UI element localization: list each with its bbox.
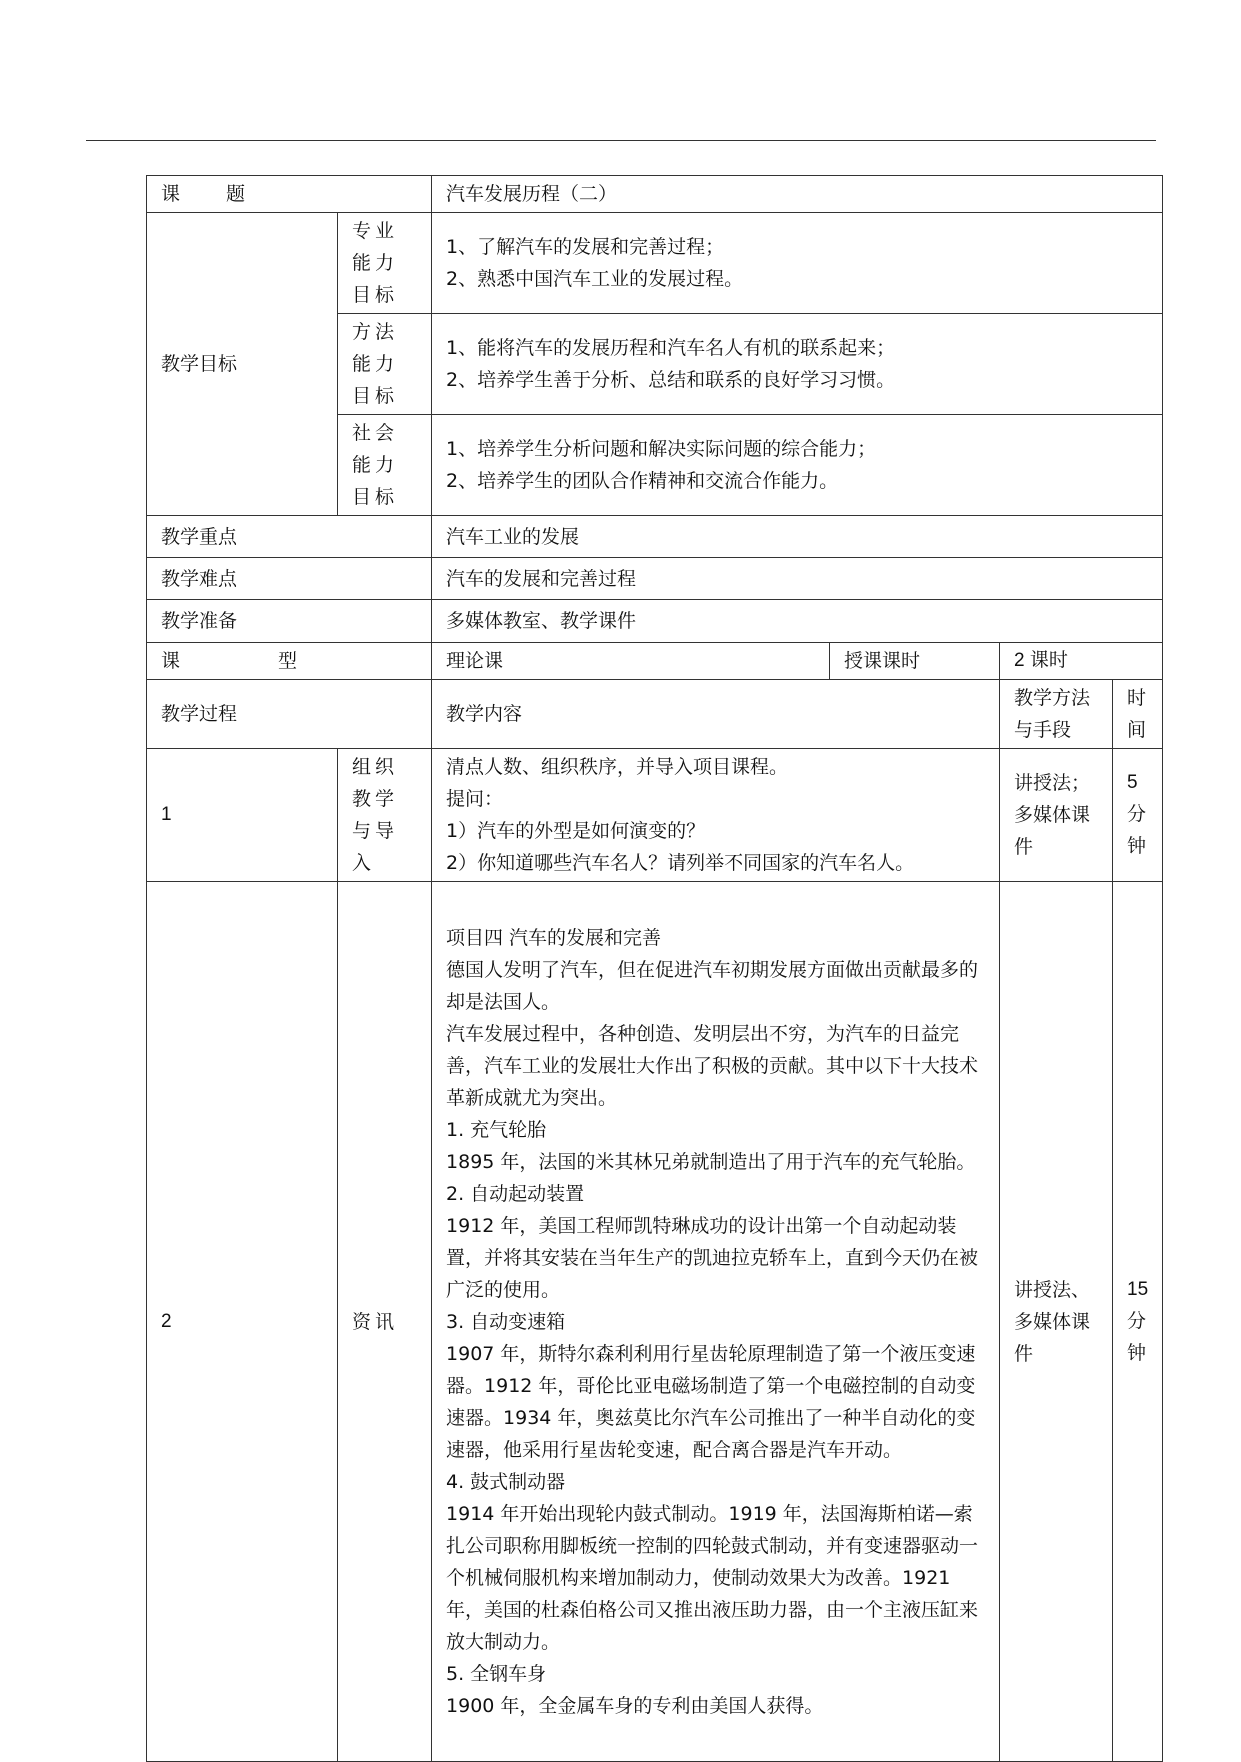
key-point-row	[147, 516, 1163, 558]
content-paragraph: 1912 年，美国工程师凯特琳成功的设计出第一个自动起动装置，并将其安装在当年生产的凯迪拉克轿车上，直到今天仍在被广泛的使用。	[446, 1214, 979, 1301]
objective-item: 2、熟悉中国汽车工业的发展过程。	[446, 268, 744, 290]
content-paragraph: 1914 年开始出现轮内鼓式制动。1919 年，法国海斯柏诺—索扎公司职称用脚板统一控制的四轮鼓式制动，并有变速器驱动一个机械伺服机构来增加制动力，使制动效果大为改善。1921 年，美国的杜森伯格公司又推出液压助力器，由一个主液压缸来放大制动力。	[446, 1502, 979, 1653]
content-paragraph: 清点人数、组织秩序，并导入项目课程。	[446, 756, 789, 778]
step-stage: 资讯	[338, 882, 432, 1762]
process-header-row	[147, 680, 1163, 749]
key-point-label: 教学重点	[147, 516, 432, 558]
objective-group-label: 社会能力目标	[338, 415, 432, 516]
content-paragraph: 3. 自动变速箱	[446, 1310, 566, 1333]
header-rule	[86, 140, 1156, 141]
step-number: 1	[147, 749, 338, 882]
step-content	[432, 882, 1000, 1762]
content-paragraph: 1895 年，法国的米其林兄弟就制造出了用于汽车的充气轮胎。	[446, 1150, 976, 1173]
preparation-label: 教学准备	[147, 600, 432, 643]
content-paragraph: 1900 年，全金属车身的专利由美国人获得。	[446, 1694, 824, 1717]
objective-row-professional	[147, 213, 1163, 314]
content-paragraph: 2. 自动起动装置	[446, 1182, 585, 1205]
process-header: 教学过程	[147, 680, 432, 749]
objective-item: 1、了解汽车的发展和完善过程；	[446, 236, 725, 258]
content-paragraph: 提问：	[446, 788, 504, 810]
step-method: 讲授法；多媒体课件	[1000, 749, 1113, 882]
teaching-hours-label: 授课课时	[830, 643, 1000, 680]
topic-value: 汽车发展历程（二）	[432, 176, 1163, 213]
objective-items	[432, 314, 1163, 415]
course-type-value: 理论课	[432, 643, 830, 680]
step-time: 5 分钟	[1113, 749, 1163, 882]
method-header: 教学方法与手段	[1000, 680, 1113, 749]
key-point-value: 汽车工业的发展	[432, 516, 1163, 558]
objective-group-label: 专业能力目标	[338, 213, 432, 314]
objective-items	[432, 415, 1163, 516]
objective-item: 2、培养学生的团队合作精神和交流合作能力。	[446, 470, 839, 492]
objective-item: 2、培养学生善于分析、总结和联系的良好学习习惯。	[446, 369, 896, 391]
objective-group-label: 方法能力目标	[338, 314, 432, 415]
topic-label: 课 题	[147, 176, 432, 213]
step-time: 15 分钟	[1113, 882, 1163, 1762]
step-number: 2	[147, 882, 338, 1762]
objectives-label: 教学目标	[147, 213, 338, 516]
content-paragraph: 汽车发展过程中，各种创造、发明层出不穷，为汽车的日益完善，汽车工业的发展壮大作出了积极的贡献。其中以下十大技术革新成就尤为突出。	[446, 1022, 979, 1109]
teaching-hours-value: 2 课时	[1000, 643, 1163, 680]
difficulty-label: 教学难点	[147, 558, 432, 600]
objective-item: 1、培养学生分析问题和解决实际问题的综合能力；	[446, 438, 877, 460]
preparation-row	[147, 600, 1163, 643]
content-paragraph: 1）汽车的外型是如何演变的？	[446, 820, 706, 842]
time-header: 时间	[1113, 680, 1163, 749]
content-header: 教学内容	[432, 680, 1000, 749]
course-type-row	[147, 643, 1163, 680]
lesson-plan-table	[146, 175, 1163, 1762]
step-method: 讲授法、多媒体课件	[1000, 882, 1113, 1762]
content-paragraph: 4. 鼓式制动器	[446, 1470, 566, 1493]
preparation-value: 多媒体教室、教学课件	[432, 600, 1163, 643]
objective-item: 1、能将汽车的发展历程和汽车名人有机的联系起来；	[446, 337, 896, 359]
step-content	[432, 749, 1000, 882]
course-type-label: 课 型	[147, 643, 432, 680]
content-paragraph: 5. 全钢车身	[446, 1662, 547, 1685]
content-paragraph: 2）你知道哪些汽车名人？请列举不同国家的汽车名人。	[446, 852, 915, 874]
content-paragraph: 德国人发明了汽车，但在促进汽车初期发展方面做出贡献最多的却是法国人。	[446, 958, 979, 1013]
content-paragraph: 1. 充气轮胎	[446, 1118, 547, 1141]
step-stage: 组织教学与导入	[338, 749, 432, 882]
difficulty-row	[147, 558, 1163, 600]
content-paragraph: 1907 年，斯特尔森利利用行星齿轮原理制造了第一个液压变速器。1912 年，哥伦比亚电磁场制造了第一个电磁控制的自动变速器。1934 年，奥兹莫比尔汽车公司推出了一种半自动化的变速器，他采用行星齿轮变速，配合离合器是汽车开动。	[446, 1342, 976, 1461]
topic-row	[147, 176, 1163, 213]
step-row	[147, 749, 1163, 882]
difficulty-value: 汽车的发展和完善过程	[432, 558, 1163, 600]
step-row	[147, 882, 1163, 1762]
objective-items	[432, 213, 1163, 314]
content-paragraph: 项目四 汽车的发展和完善	[446, 926, 662, 949]
